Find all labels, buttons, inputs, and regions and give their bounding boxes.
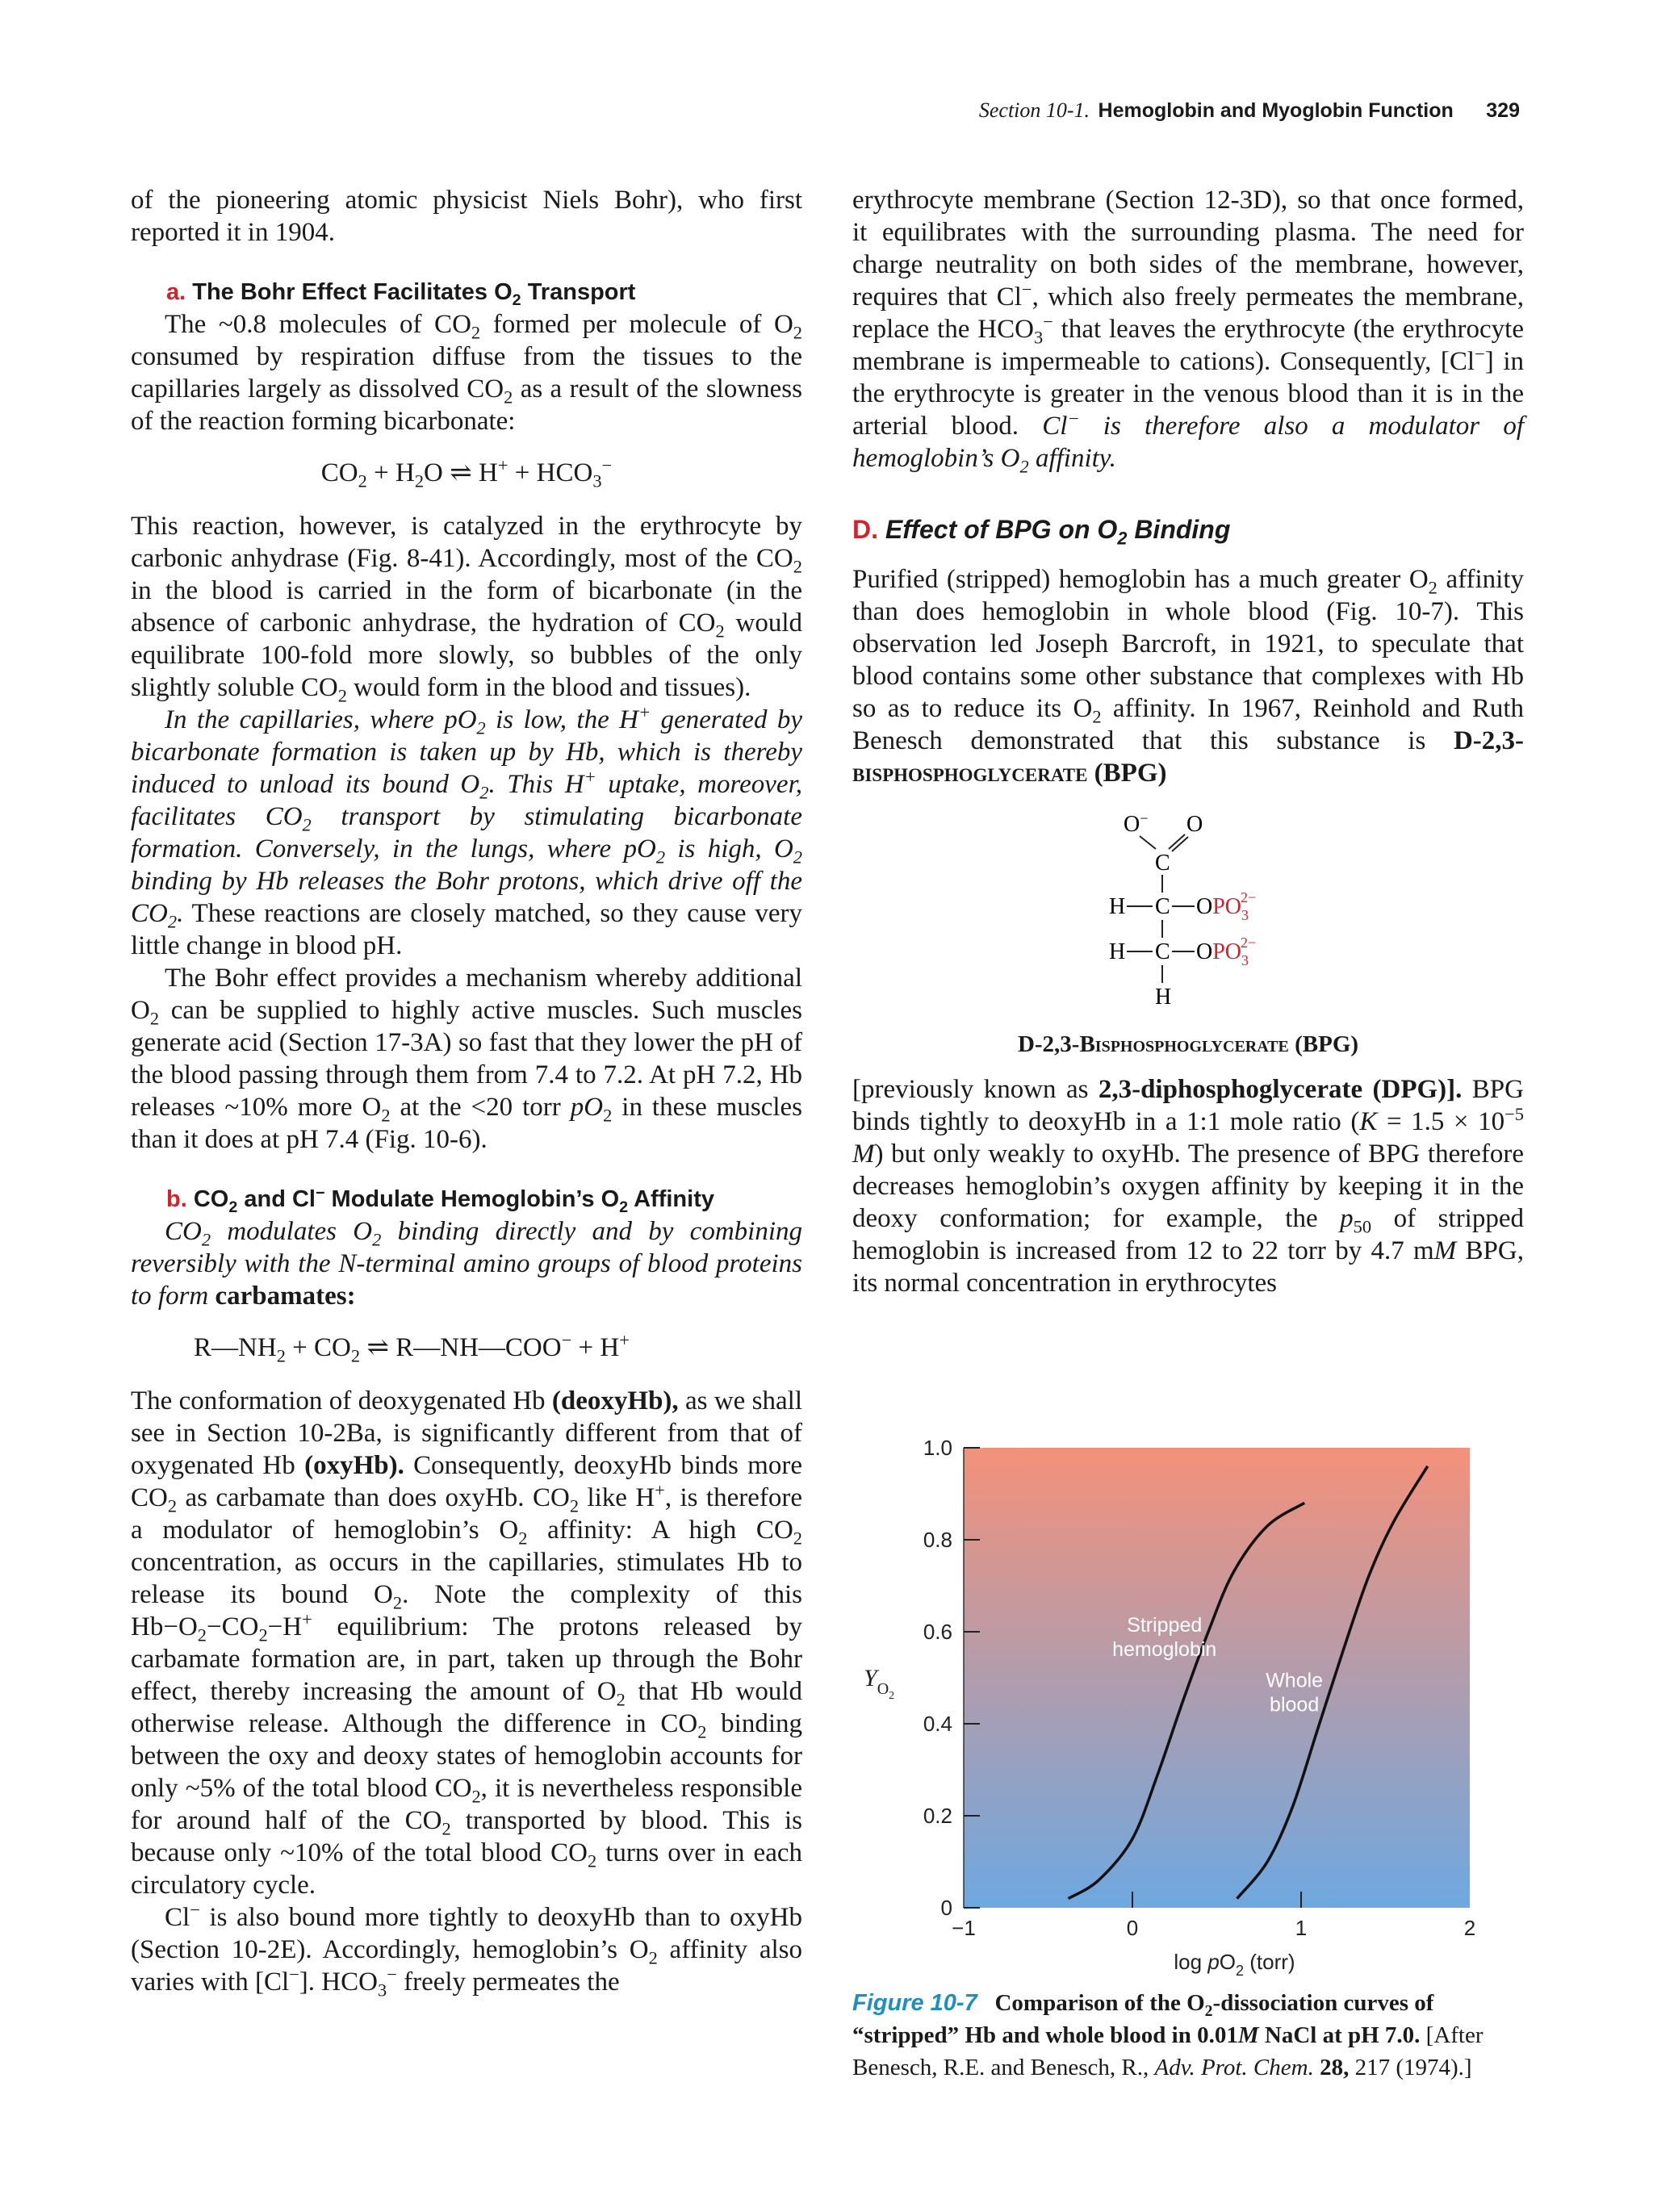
paragraph: The conformation of deoxygenated Hb (deoxyHb), as we shall see in Section 10-2Ba, is significantly different from that of oxygenated Hb (oxyHb). Consequently, deoxyHb binds more $CO_2$ as carbamate than does oxyHb. $CO_2$ like H+, is therefore a modulator of hemoglobin’s $O_2$ affinity: A high $CO_2$ concentration, as occurs in the capillaries, stimulates Hb to release its bound $O_2$. Note the complexity of this $Hb-O_2-CO_2-H^+$ equilibrium: The protons released by carbamate formation are, in part, taken up through the Bohr effect, thereby increasing the amount of $O_2$ that Hb would otherwise release. Although the difference in $CO_2$ binding between the oxy and deoxy states of hemoglobin accounts for only ~5% of the total blood $CO_2$, it is nevertheless responsible for around half of the $CO_2$ transported by blood. This is because only ~10% of the total blood $CO_2$ turns over in each circulatory cycle. [131,1386,803,1900]
bpg-structure [1073,807,1316,1049]
right-column [852,184,1524,789]
paragraph: The Bohr effect provides a mechanism whereby additional $O_2$ can be supplied to highly active muscles. Such muscles generate acid (Section 17-3A) so fast that they lower the pH of the blood passing through them from 7.4 to 7.2. At pH 7.2, Hb releases ~10% more $O_2$ at the <20 torr $pO_2$ in these muscles than it does at pH 7.4 (Fig. 10-6). [131,964,802,1154]
x-tick-label: −1 [952,1916,976,1940]
y-tick-label: 0.8 [923,1528,952,1552]
y-tick-label: 0.6 [923,1620,952,1644]
y-axis-label: $Y_{O2}$ [864,1665,895,1702]
struct-atom: $OPO_32-$ [1196,889,1257,923]
structure-caption: D-2,3-Bisphosphoglycerate (BPG) [1017,1031,1359,1057]
section-heading-bpg: D. Effect of BPG on $O_2$ Binding [852,515,1231,549]
struct-atom: H [1155,985,1172,1010]
paragraph: of the pioneering atomic physicist Niels Bohr), who first reported it in 1904. [131,186,802,247]
series-label: Stripped [1127,1614,1203,1637]
figure-label: Figure 10-7 [852,1990,977,2016]
figure-caption: Figure 10-7 Comparison of the $O_2$-dissociation curves of “stripped” Hb and whole blood in 0.01M NaCl at pH 7.0. [After Benesch, R.E. and Benesch, R., Adv. Prot. Chem. 28, 217 (1974).] [852,1990,1484,2080]
series-label: blood [1270,1693,1320,1716]
running-header [979,98,1520,123]
paragraph: In the capillaries, where $pO_2$ is low, the H+ generated by bicarbonate formation is taken up by Hb, which is thereby induced to unload its bound $O_2$. This H+ uptake, moreover, facilitates $CO_2$ transport by stimulating bicarbonate formation. Conversely, in the lungs, where $pO_2$ is high, $O_2$ binding by Hb releases the Bohr protons, which drive off the $CO_2$. These reactions are closely matched, so they cause very little change in blood pH. [131,702,803,960]
struct-atom: $OPO_32-$ [1196,935,1257,968]
plot-area [964,1448,1470,1908]
left-column [131,184,803,2001]
struct-atom: C [1155,894,1170,919]
paragraph: erythrocyte membrane (Section 12-3D), so that once formed, it equilibrates with the surrounding plasma. The need for charge neutrality on both sides of the membrane, however, requires that Cl−, which also freely permeates the membrane, replace the $HCO_3^-$ that leaves the erythrocyte (the erythrocyte membrane is impermeable to cations). Consequently, [Cl−] in the erythrocyte is greater in the venous blood than it is in the arterial blood. Cl− is therefore also a modulator of hemoglobin’s $O_2$ affinity. [852,186,1525,477]
paragraph: Purified (stripped) hemoglobin has a much greater $O_2$ affinity than does hemoglobin in whole blood (Fig. 10-7). This observation led Joseph Barcroft, in 1921, to speculate that blood contains some other substance that complexes with Hb so as to reduce its $O_2$ affinity. In 1967, Reinhold and Ruth Benesch demonstrated that this substance is D-2,3-bisphosphoglycerate (BPG) [852,565,1524,788]
series-label: hemoglobin [1112,1638,1217,1661]
struct-atom: H [1109,894,1126,919]
y-tick-label: 0 [940,1896,952,1920]
y-tick-label: 1.0 [923,1436,952,1460]
struct-atom: C [1155,851,1170,876]
page-number: 329 [1486,99,1520,122]
paragraph: [previously known as 2,3-diphosphoglycerate (DPG)]. BPG binds tightly to deoxyHb in a 1:1 mole ratio ($K = 1.5 \times 10^{-5}$ M) but only weakly to oxyHb. The presence of BPG therefore decreases hemoglobin’s oxygen affinity by keeping it in the deoxy conformation; for example, the $p_{50}$ of stripped hemoglobin is increased from 12 to 22 torr by 4.7 mM BPG, its normal concentration in erythrocytes [852,1075,1524,1298]
oxygen-dissociation-chart [852,1420,1563,1985]
x-tick-label: 0 [1126,1916,1139,1940]
subheading-bohr-effect: a. The Bohr Effect Facilitates $O_2$ Transport [166,279,636,309]
subheading-co2-cl: b. $CO_2$ and Cl− Modulate Hemoglobin’s $O_2$ Affinity [166,1184,714,1216]
paragraph: $CO_2$ modulates $O_2$ binding directly and by combining reversibly with the N-terminal amino groups of blood proteins to form carbamates: [131,1217,802,1311]
x-tick-label: 2 [1463,1916,1476,1940]
equation-carbamate: $R—NH_2 + CO_2$ ⇌ R—NH—COO− + H+ [194,1330,630,1366]
struct-atom: H [1109,939,1126,964]
header-section: Section 10-1. [978,98,1090,122]
right-column-cont [852,1073,1524,1299]
x-axis-label: $\log pO_2$ (torr) [1174,1950,1295,1979]
y-tick-label: 0.2 [923,1804,952,1828]
x-tick-label: 1 [1295,1916,1308,1940]
struct-atom: O [1186,812,1203,837]
paragraph: Cl− is also bound more tightly to deoxyHb than to oxyHb (Section 10-2E). Accordingly, hemoglobin’s $O_2$ affinity also varies with [Cl−]. $HCO_3^-$ freely permeates the [131,1900,802,2001]
paragraph: This reaction, however, is catalyzed in the erythrocyte by carbonic anhydrase (Fig. 8-41). Accordingly, most of the $CO_2$ in the blood is carried in the form of bicarbonate (in the absence of carbonic anhydrase, the hydration of $CO_2$ would equilibrate 100-fold more slowly, so bubbles of the only slightly soluble $CO_2$ would form in the blood and tissues). [131,512,802,706]
struct-atom: C [1155,939,1170,964]
struct-atom: O− [1124,810,1149,837]
y-tick-label: 0.4 [923,1712,952,1736]
paragraph: The ~0.8 molecules of $CO_2$ formed per molecule of $O_2$ consumed by respiration diffuse from the tissues to the capillaries largely as dissolved $CO_2$ as a result of the slowness of the reaction forming bicarbonate: [131,310,803,436]
equation-bicarbonate: $CO_2 + H_2O$ ⇌ $H^+ + HCO_3^-$ [320,455,613,491]
series-label: Whole [1266,1669,1324,1692]
header-title: Hemoglobin and Myoglobin Function [1098,99,1454,122]
